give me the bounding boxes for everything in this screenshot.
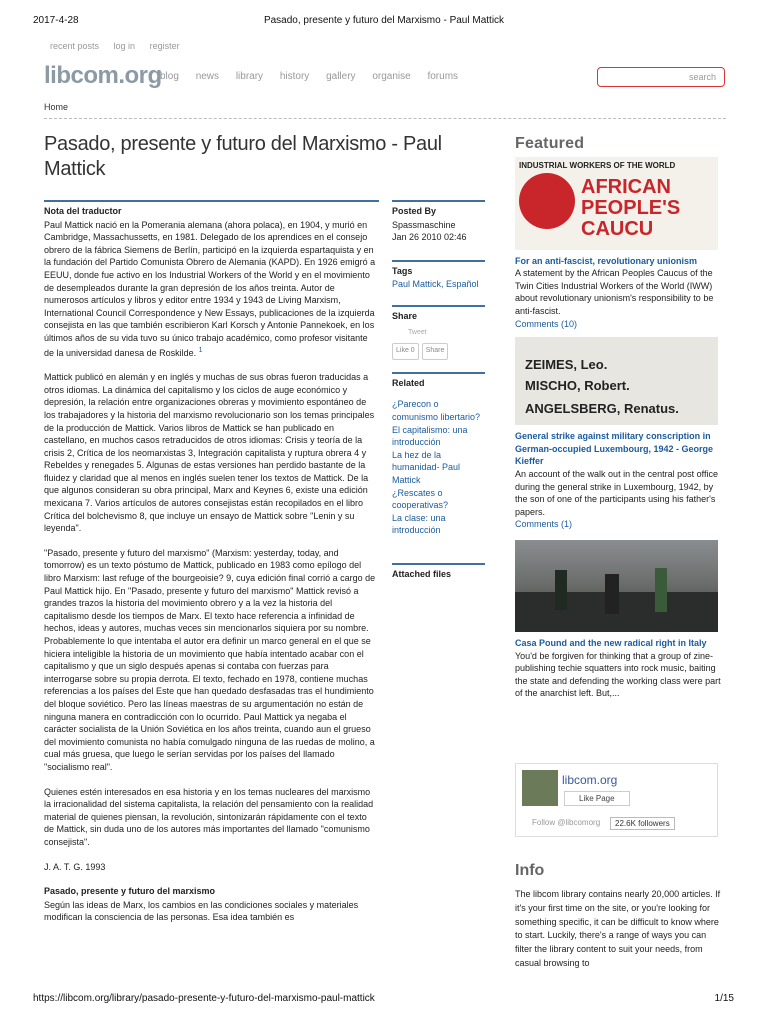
footnote-ref[interactable]: 1 [198,346,203,354]
tags-links[interactable]: Paul Mattick, Español [392,279,479,290]
featured-image-riot-photo[interactable] [515,540,718,632]
print-header [0,15,768,29]
image-text: MISCHO, Robert. [525,378,630,394]
user-links [50,41,192,51]
facebook-page-thumbnail[interactable] [522,770,558,806]
followers-count: 22.6K followers [610,817,675,830]
related-link[interactable]: ¿Parecon o comunismo libertario? [392,399,481,422]
register-link[interactable]: register [149,41,180,51]
nav-history[interactable]: history [279,71,310,82]
posted-by-label: Posted By [392,206,437,216]
image-text: PEOPLE'S [581,196,681,219]
paragraph: Mattick publicó en alemán y en inglés y muchas de sus obras fueron traducidas a otros idiomas. La dinámica del capitalismo y los ciclos de auge económico y depresión, la relación entre organizaciones obreras y movimiento espontáneo de los trabajadores y la historia del marxismo revolucionario son los temas principales de la producción de Mattick. Varios libros de Mattick se han publicado en castellano, en muchos casos retraducidos de otros idiomas: Crisis y teoría de la crisis 2, Crítica de los neomarxistas 3, Integración capitalista y ruptura obrera 4 y Rebeldes y renegades 5. Algunas de estas versiones han perdido bastante de la fluidez y claridad que al menos en inglés suelen tener los textos de Mattick. De la que algunos consideran su obra principal, Marx and Keynes 6, existe una edición mexicana 7. Varios artículos de autores consejistas están recopilados en el libro Crítica del bolchevismo 8, que incluye un ensayo de Mattick sobre "Lenin y su leyenda". [44,372,375,534]
search-input[interactable] [597,67,725,87]
login-link[interactable]: log in [113,41,136,51]
share-button[interactable]: Share [422,343,449,360]
facebook-like-page-button[interactable]: Like Page [564,791,630,806]
print-url: https://libcom.org/library/pasado-presente-y-futuro-del-marxismo-paul-mattick [33,993,375,1004]
featured-title[interactable]: General strike against military conscription in German-occupied Luxembourg, 1942 - George Kieffer [515,431,714,467]
featured-heading: Featured [515,135,585,152]
image-text: AFRICAN [581,175,671,198]
post-date: Jan 26 2010 02:46 [392,232,467,243]
comments-link[interactable]: Comments (1) [515,519,573,530]
paragraph: Quienes estén interesados en esa historia y en los temas nucleares del marxismo la irracionalidad del sistema capitalista, la relación del pensamiento con la realidad material de quienes piensan, la revolución, sintonizarán rápidamente con el texto de Mattick, sin duda uno de los autores más importantes del llamado "comunismo consejista". [44,786,374,847]
attached-label: Attached files [392,568,452,579]
paragraph: Según las ideas de Marx, los cambios en las condiciones sociales y materiales modifican la consciencia de las personas. Esa idea también es [44,899,359,923]
author: Spassmaschine [392,219,456,230]
featured-title[interactable]: For an anti-fascist, revolutionary unionism [515,255,698,266]
info-heading: Info [515,862,545,879]
share-buttons [392,343,485,360]
related-block [392,372,485,537]
related-label: Related [392,377,425,388]
post-meta [392,200,485,581]
nav-gallery[interactable]: gallery [326,71,356,82]
divider [44,118,726,119]
comments-link[interactable]: Comments (10) [515,318,578,329]
facebook-page-name[interactable]: libcom.org [562,773,618,787]
nav-news[interactable]: news [195,71,220,82]
breadcrumb[interactable]: Home [44,102,69,112]
nav-blog[interactable]: blog [160,71,179,82]
iww-emblem-icon [519,173,575,229]
main-nav [160,71,472,82]
section-heading: Pasado, presente y futuro del marxismo [44,886,216,897]
related-link[interactable]: El capitalismo: una introducción [392,424,468,448]
like-button[interactable]: Like 0 [392,343,419,360]
section-heading: Nota del traductor [44,206,122,216]
image-text: CAUCU [581,217,654,240]
article-rule [44,200,379,202]
search-label: search [688,72,716,82]
tags-label: Tags [392,265,413,276]
related-link[interactable]: La clase: una introducción [392,512,446,536]
facebook-widget [515,763,718,837]
sidebar [515,128,727,700]
featured-image-iww[interactable] [515,157,718,250]
featured-image-luxembourg[interactable] [515,337,718,425]
print-title: Pasado, presente y futuro del Marxismo - Paul Mattick [263,15,505,26]
page-title: Pasado, presente y futuro del Marxismo - Paul Mattick [44,133,442,180]
featured-summary: You'd be forgiven for thinking that a group of zine-publishing techie squatters into rock music, baiting the state and defending the working class were part of the anarchist left. But,... [515,650,721,699]
paragraph [44,219,379,360]
nav-organise[interactable]: organise [372,71,411,82]
info-text: The libcom library contains nearly 20,000 articles. If it's your first time on the site, or you're looking for something specific, it can be difficult to know where to start. Luckily, there's a range of ways you can filter the library content to suit your needs, from casual browsing to [515,889,721,968]
image-caption: INDUSTRIAL WORKERS OF THE WORLD [519,160,676,170]
recent-posts-link[interactable]: recent posts [50,41,100,51]
featured-summary: A statement by the African Peoples Caucus of the Twin Cities Industrial Workers of the World (IWW) about revolutionary unionism's responsibility to be anti-fascist. [515,268,714,316]
image-text: ANGELSBERG, Renatus. [525,401,679,417]
tweet-button[interactable]: Tweet [408,328,427,336]
attached-block [392,563,485,581]
nav-library[interactable]: library [235,71,264,82]
twitter-follow-link[interactable]: Follow @libcomorg [532,818,601,827]
share-label: Share [392,310,418,321]
page-number: 1/15 [714,993,734,1004]
related-link[interactable]: ¿Rescates o cooperativas? [392,487,449,511]
signature: J. A. T. G. 1993 [44,861,106,872]
tags-block [392,260,485,291]
article-body [44,200,379,936]
featured-summary: An account of the walk out in the central post office during the general strike in Luxembourg, 1942, by the son of one of the participants using his father's papers. [515,468,718,517]
print-date: 2017-4-28 [33,15,79,26]
featured-title[interactable]: Casa Pound and the new radical right in Italy [515,637,707,648]
nav-forums[interactable]: forums [427,71,459,82]
posted-by-block [392,200,485,244]
image-text: ZEIMES, Leo. [525,357,608,373]
site-logo[interactable]: libcom.org [44,62,162,89]
related-link[interactable]: La hez de la humanidad- Paul Mattick [392,449,461,485]
paragraph-text: Paul Mattick nació en la Pomerania alemana (ahora polaca), en 1904, y murió en Cambridge, Massachussetts, en 1981. Delegado de los aprendices en el consejo obrero de la fábrica Siemens de Berlín, participó en la izquierda espartaquista y en la fundación del Partido Comunista Obrero de Alemania (KAPD). En 1926 emigró a EEUU, donde fue activo en los Industrial Workers of the World y en el movimiento de desempleados durante la gran depresión de los años treinta. Autor de numerosos artículos y libros y editor entre 1934 y 1943 de Living Marxism, International Council Correspondence y New Essays, publicaciones de la izquierda consejista en las que también escribieron Karl Korsch y Antonie Pannekoek, en los últimos años de su vida tuvo su único trabajo académico, como profesor visitante de la universidad danesa de Roskilde. [44,219,376,358]
share-block [392,305,485,360]
paragraph: "Pasado, presente y futuro del marxismo" (Marxism: yesterday, today, and tomorrow) es un texto póstumo de Mattick, publicado en 1983 como epílogo del libro Marxism: last refuge of the bourgeoisie? 9, cuya edición final corrió a cargo de Paul Mattick hijo. En "Pasado, presente y futuro del marxismo" Mattick revisó a grandes trazos la historia del movimiento obrero y a la vez la historia del capitalismo desde los tiempos de Marx. El texto hace referencia a infinidad de hechos, ideas y autores, muchas veces sin mencionarlos siquiera por su nombre. Probablemente lo que intentaba el autor era definir un marco general en el que se hiciera inteligible la historia de un movimiento que había intentado acabar con el capitalismo y que un siglo después apenas si contaba con fuerzas para interrogarse sobre su propia derrota. El texto, fechado en 1978, contiene muchas referencias a los países del Este que han quedado desfasadas tras el hundimiento del bloque soviético. Pero las líneas maestras de su argumentación no están de ninguna manera en contradicción con lo ocurrido. Paul Mattick ya negaba el carácter socialista de la Unión Soviética en los años treinta, cuando aun el grueso del movimiento comunista no había comulgado ninguna de las ruedas de molino, a cual más gruesa, que luego le serían servidas por los países del llamado "socialismo real". [44,547,376,772]
